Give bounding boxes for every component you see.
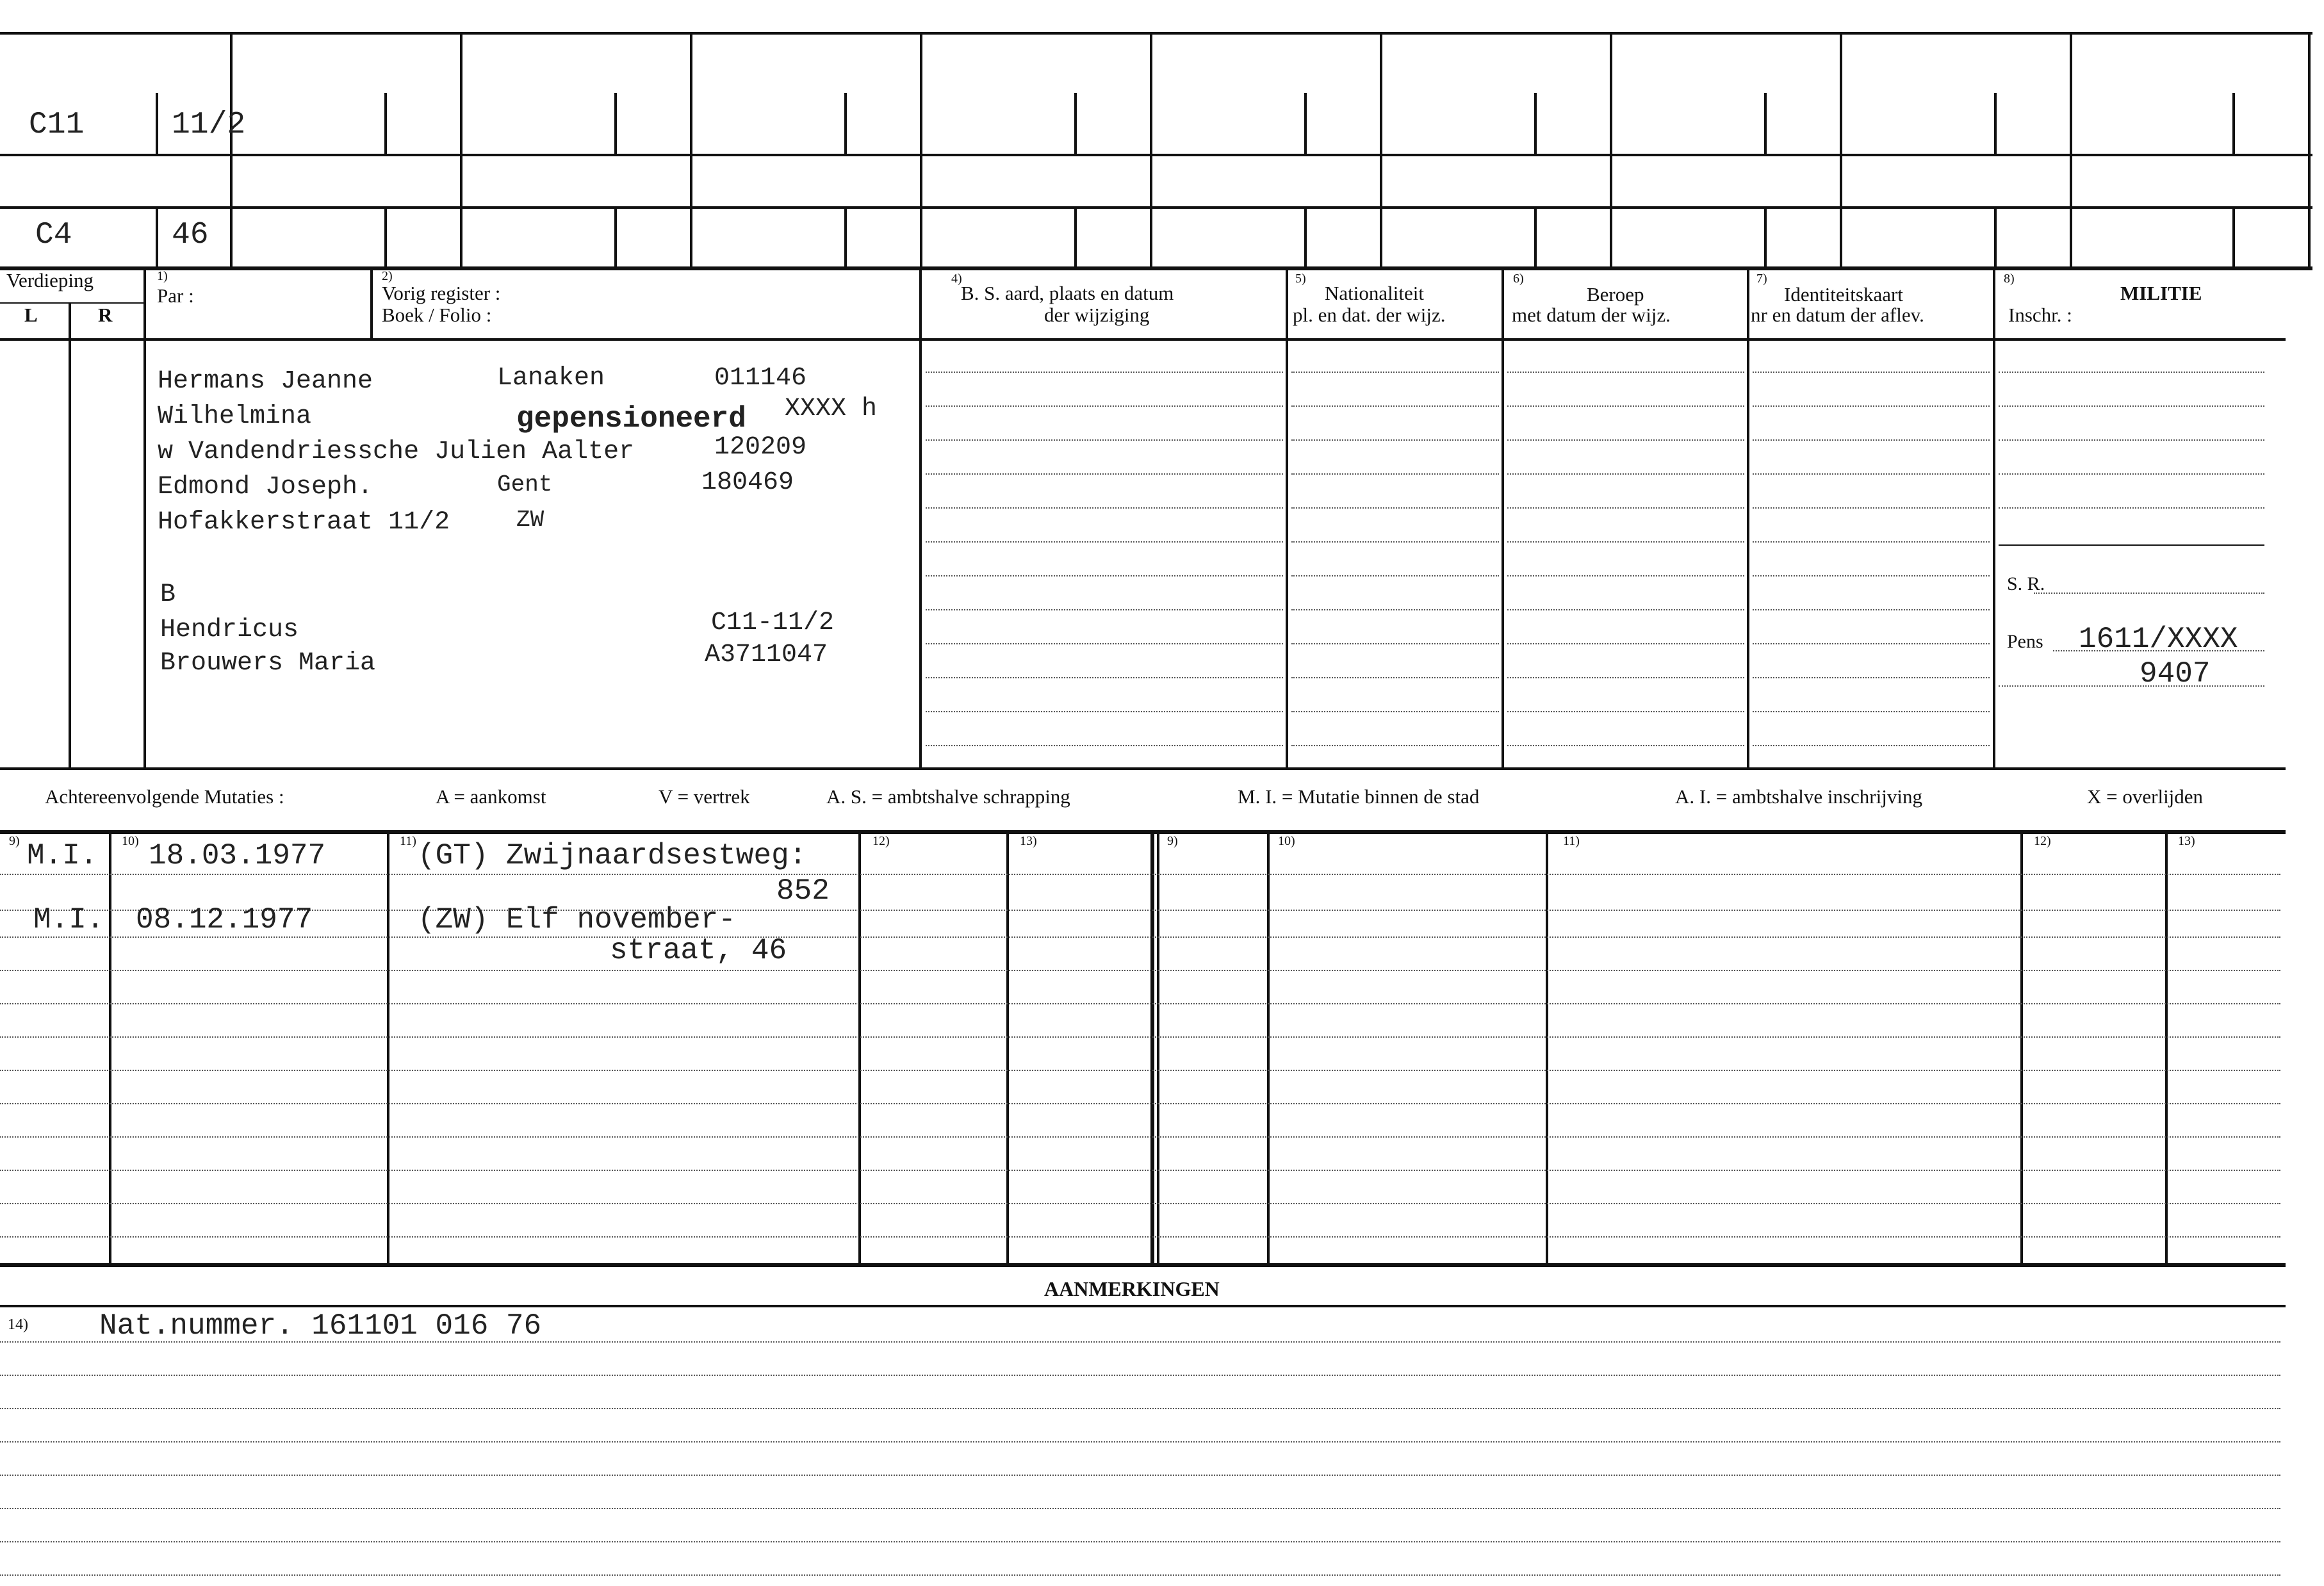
header-value-1: 11/2 — [172, 108, 246, 142]
mutation-date: 18.03.1977 — [149, 839, 326, 872]
militie-pens-value: 1611/XXXX — [2079, 623, 2238, 656]
legend-mi: M. I. = Mutatie binnen de stad — [1238, 785, 1480, 808]
footnote-2: 2) — [382, 269, 393, 283]
person-date-birth: 011146 — [714, 364, 807, 393]
col-vorig-register: Vorig register : — [382, 282, 501, 304]
footnote-1: 1) — [157, 269, 168, 283]
person-sector: ZW — [516, 507, 544, 533]
person-mother: Brouwers Maria — [160, 649, 376, 678]
col-militie: MILITIE — [2120, 282, 2202, 304]
mutation-address-2: straat, 46 — [610, 934, 787, 967]
mutation-address: (ZW) Elf november- — [418, 903, 736, 936]
person-name-3: w Vandendriessche Julien Aalter — [158, 437, 635, 466]
header-code-1: C11 — [29, 108, 85, 142]
legend-as: A. S. = ambtshalve schrapping — [826, 785, 1070, 808]
mutation-address-2: 852 — [776, 874, 830, 908]
person-name-2: Wilhelmina — [158, 402, 312, 431]
remarks-text: Nat.nummer. 161101 016 76 — [99, 1309, 542, 1343]
footnote-9b: 9) — [1167, 834, 1178, 848]
person-b-letter: B — [160, 580, 176, 609]
col-identiteitskaart: Identiteitskaart — [1784, 283, 1903, 306]
header-code-2: C4 — [35, 218, 72, 252]
militie-pens-value-2: 9407 — [2140, 657, 2211, 691]
col-par: Par : — [157, 284, 194, 307]
person-profession-mark: XXXX h — [785, 395, 878, 423]
footnote-10b: 10) — [1278, 834, 1295, 848]
legend-x: X = overlijden — [2087, 785, 2204, 808]
col-nationaliteit-2: pl. en dat. der wijz. — [1293, 304, 1446, 326]
col-bs-1: B. S. aard, plaats en datum — [961, 282, 1174, 304]
person-profession: gepensioneerd — [516, 402, 746, 436]
person-place-2: Gent — [497, 471, 553, 498]
mutation-date: 08.12.1977 — [136, 903, 313, 936]
col-inschr: Inschr. : — [2008, 304, 2072, 326]
legend-v: V = vertrek — [659, 785, 750, 808]
person-address: Hofakkerstraat 11/2 — [158, 508, 450, 537]
militie-pens-label: Pens — [2007, 631, 2043, 652]
footnote-4: 4) — [951, 272, 962, 286]
col-nationaliteit: Nationaliteit — [1325, 282, 1424, 304]
col-bs-2: der wijziging — [1044, 304, 1150, 326]
person-father: Hendricus — [160, 616, 299, 644]
col-beroep: Beroep — [1587, 283, 1644, 306]
footnote-13: 13) — [1020, 834, 1037, 848]
footnote-6: 6) — [1513, 272, 1524, 286]
col-r: R — [98, 304, 113, 326]
footnote-10: 10) — [122, 834, 139, 848]
col-verdieping: Verdieping — [6, 269, 94, 291]
mutation-type: M.I. — [33, 903, 104, 936]
footnote-11: 11) — [400, 834, 416, 848]
header-value-2: 46 — [172, 218, 209, 252]
footnote-11b: 11) — [1563, 834, 1580, 848]
remarks-title: AANMERKINGEN — [1044, 1277, 1220, 1300]
footnote-5: 5) — [1295, 272, 1306, 286]
legend-a: A = aankomst — [436, 785, 546, 808]
footnote-9: 9) — [9, 834, 20, 848]
col-boek-folio: Boek / Folio : — [382, 304, 492, 326]
footnote-14: 14) — [8, 1316, 28, 1333]
col-beroep-2: met datum der wijz. — [1512, 304, 1671, 326]
militie-sr: S. R. — [2007, 573, 2045, 594]
legend-title: Achtereenvolgende Mutaties : — [45, 785, 284, 808]
person-name-4: Edmond Joseph. — [158, 473, 373, 502]
person-date-3: 180469 — [701, 468, 794, 497]
footnote-7: 7) — [1756, 272, 1767, 286]
person-ref-1: C11-11/2 — [711, 609, 835, 637]
person-ref-2: A3711047 — [705, 641, 828, 669]
col-l: L — [24, 304, 38, 326]
person-place-birth: Lanaken — [497, 364, 605, 393]
footnote-8: 8) — [2004, 272, 2015, 286]
person-name-1: Hermans Jeanne — [158, 367, 373, 396]
footnote-12: 12) — [872, 834, 890, 848]
mutation-address: (GT) Zwijnaardsestweg: — [418, 839, 807, 872]
footnote-13b: 13) — [2178, 834, 2195, 848]
footnote-12b: 12) — [2034, 834, 2051, 848]
legend-ai: A. I. = ambtshalve inschrijving — [1675, 785, 1922, 808]
col-identiteitskaart-2: nr en datum der aflev. — [1751, 304, 1924, 326]
mutation-type: M.I. — [27, 839, 98, 872]
person-date-2: 120209 — [714, 433, 807, 462]
